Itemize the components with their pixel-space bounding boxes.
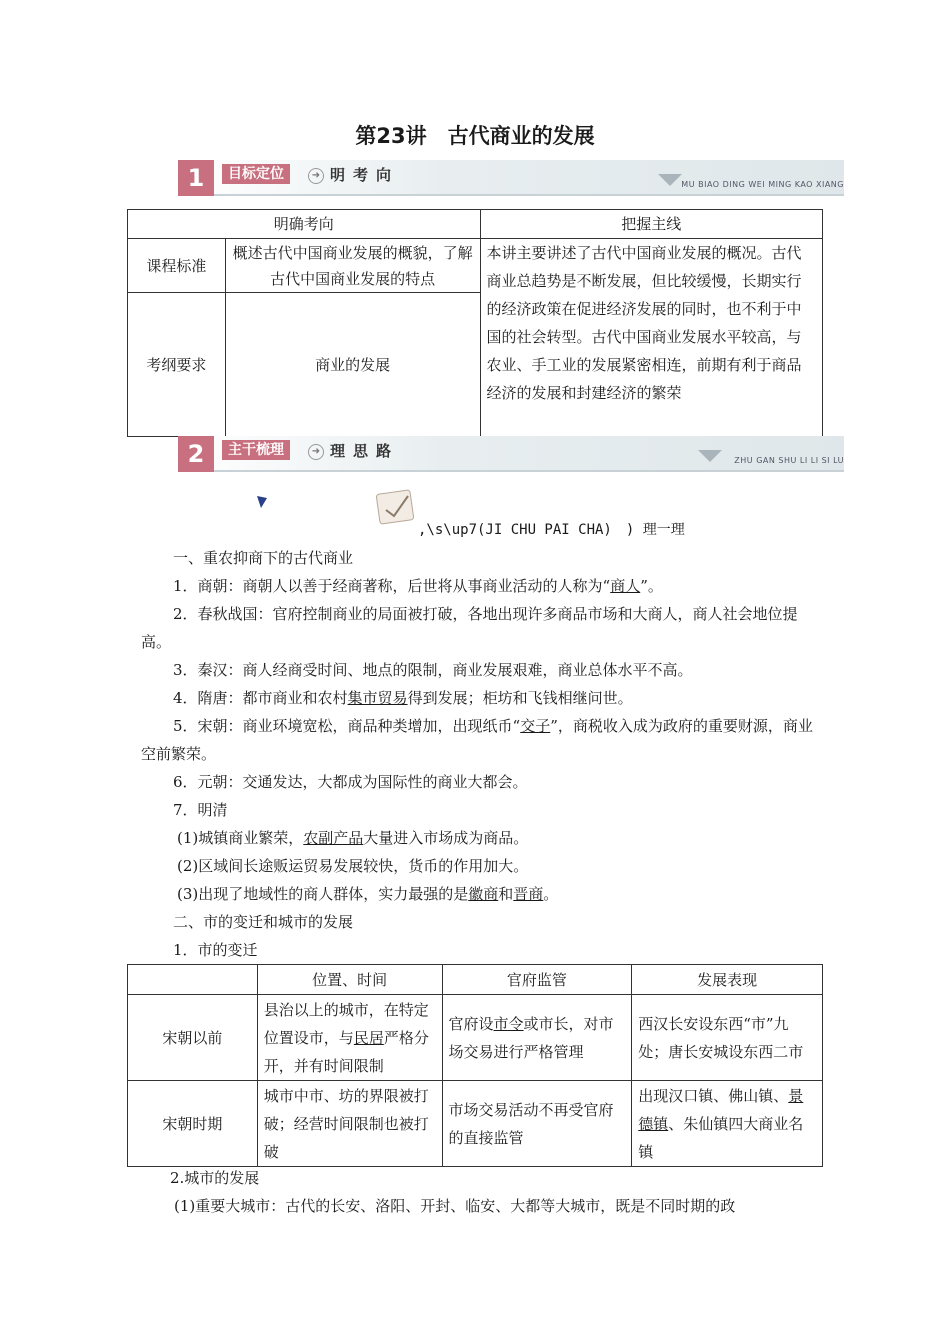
- table-header-empty: [128, 965, 258, 995]
- paragraph: (1)城镇商业繁荣，农副产品大量进入市场成为商品。: [177, 829, 529, 847]
- subsection-heading: 1．市的变迁: [173, 941, 258, 959]
- arrow-circle-icon: ➜: [308, 444, 324, 460]
- table-header: 发展表现: [632, 965, 823, 995]
- row-label: 课程标准: [128, 239, 226, 293]
- market-table: [127, 964, 823, 1167]
- table-cell: 概述古代中国商业发展的概貌，了解古代中国商业发展的特点: [225, 239, 480, 293]
- section-banner-goals: [178, 160, 844, 196]
- paragraph: (3)出现了地域性的商人群体，实力最强的是徽商和晋商。: [177, 885, 559, 903]
- table-header: 官府监管: [442, 965, 632, 995]
- banner-number: 1: [178, 160, 214, 196]
- banner-subtitle: 明考向: [330, 166, 400, 184]
- underlined-term: 徽商: [468, 885, 499, 903]
- underlined-term: 晋商: [513, 885, 544, 903]
- page-title: 第23讲 古代商业的发展: [355, 124, 595, 148]
- notebook-icon: [374, 488, 418, 528]
- paragraph: 7．明清: [173, 801, 228, 819]
- row-label: 考纲要求: [128, 293, 226, 437]
- table-cell: 西汉长安设东西“市”九处；唐长安城设东西二市: [632, 995, 823, 1081]
- underlined-term: 商人: [610, 577, 641, 595]
- underlined-term: 交子: [520, 717, 551, 735]
- row-label: 宋朝时期: [128, 1081, 258, 1167]
- table-cell: 官府设市令或市长，对市场交易进行严格管理: [442, 995, 632, 1081]
- paragraph: 6．元朝：交通发达，大都成为国际性的商业大都会。: [173, 773, 528, 791]
- banner-tag: 目标定位: [222, 164, 290, 184]
- table-header: 位置、时间: [257, 965, 442, 995]
- section-heading: 二、市的变迁和城市的发展: [173, 913, 354, 931]
- underlined-term: 景德镇: [638, 1086, 804, 1133]
- arrow-circle-icon: ➜: [308, 168, 324, 184]
- underlined-term: 市令: [493, 1014, 524, 1033]
- table-header: 把握主线: [480, 210, 823, 239]
- underlined-term: 集市贸易: [347, 689, 408, 707]
- banner-number: 2: [178, 436, 214, 472]
- section-banner-outline: [178, 436, 844, 472]
- row-label: 宋朝以前: [128, 995, 258, 1081]
- paragraph: (1)重要大城市：古代的长安、洛阳、开封、临安、大都等大城市，既是不同时期的政: [174, 1197, 736, 1215]
- chevron-down-icon: [658, 174, 682, 186]
- underlined-term: 农副产品: [303, 829, 364, 847]
- table-header: 明确考向: [128, 210, 481, 239]
- table-cell-main: 本讲主要讲述了古代中国商业发展的概况。古代商业总趋势是不断发展，但比较缓慢，长期实行的经济政策在促进经济发展的同时，也不利于中国的社会转型。古代中国商业发展水平较高，与农业、手工业的发展紧密相连，前期有利于商品经济的发展和封建经济的繁荣: [480, 239, 823, 437]
- paragraph: 4．隋唐：都市商业和农村集市贸易得到发展；柜坊和飞钱相继问世。: [173, 689, 633, 707]
- table-cell: 市场交易活动不再受官府的直接监管: [442, 1081, 632, 1167]
- banner-subtitle: 理思路: [330, 442, 400, 460]
- paragraph: 1．商朝：商朝人以善于经商著称，后世将从事商业活动的人称为“商人”。: [173, 577, 663, 595]
- table-cell: 县治以上的城市，在特定位置设市，与民居严格分开，并有时间限制: [257, 995, 442, 1081]
- banner-pinyin: ZHU GAN SHU LI LI SI LU: [734, 456, 844, 465]
- table-cell: 城市中市、坊的界限被打破；经营时间限制也被打破: [257, 1081, 442, 1167]
- goals-table: [127, 209, 823, 437]
- paragraph: 5．宋朝：商业环境宽松，商品种类增加，出现纸币“交子”，商税收入成为政府的重要财源，商业空前繁荣。: [141, 717, 813, 763]
- chevron-down-icon: [698, 450, 722, 462]
- paragraph: (2)区域间长途贩运贸易发展较快，货币的作用加大。: [177, 857, 529, 875]
- underlined-term: 民居: [353, 1028, 384, 1047]
- subsection-heading: 2.城市的发展: [170, 1169, 260, 1187]
- paragraph: 3．秦汉：商人经商受时间、地点的限制，商业发展艰难，商业总体水平不高。: [173, 661, 693, 679]
- section-heading: 一、重农抑商下的古代商业: [173, 549, 354, 567]
- table-cell: 出现汉口镇、佛山镇、景德镇、朱仙镇四大商业名镇: [632, 1081, 823, 1167]
- banner-tag: 主干梳理: [222, 440, 290, 460]
- paragraph: 2．春秋战国：官府控制商业的局面被打破，各地出现许多商品市场和大商人，商人社会地位提高。: [141, 605, 798, 651]
- table-cell: 商业的发展: [225, 293, 480, 437]
- banner-pinyin: MU BIAO DING WEI MING KAO XIANG: [681, 180, 844, 189]
- pen-icon: [255, 494, 269, 510]
- subheading-code: ,\s\up7(JI CHU PAI CHA) ) 理一理: [418, 522, 685, 538]
